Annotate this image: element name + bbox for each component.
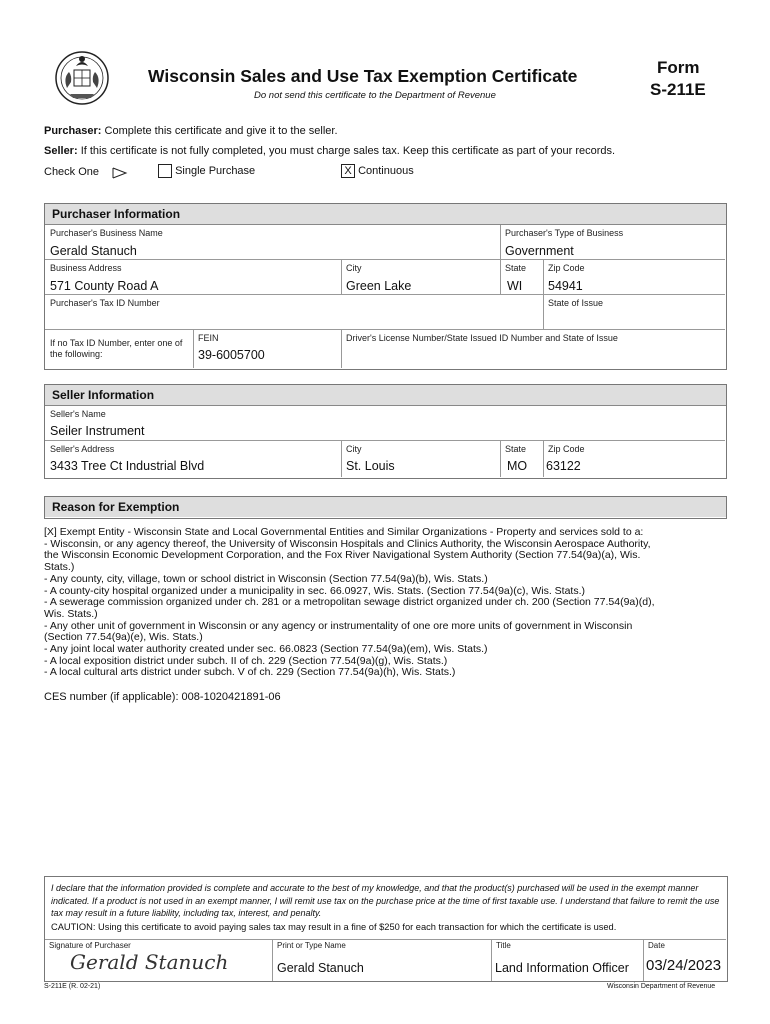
- drivers-license-label: Driver's License Number/State Issued ID Number and State of Issue: [346, 333, 618, 343]
- business-type-label: Purchaser's Type of Business: [505, 228, 624, 238]
- business-name-field[interactable]: Gerald Stanuch: [50, 244, 137, 258]
- department-name: Wisconsin Department of Revenue: [607, 983, 716, 990]
- seller-name-label: Seller's Name: [50, 409, 106, 419]
- seller-instruction-text: If this certificate is not fully completed, you must charge sales tax. Keep this certificate as part of your records.: [80, 145, 616, 157]
- seller-city-label: City: [346, 444, 362, 454]
- form-revision: S-211E (R. 02-21): [44, 983, 101, 990]
- seller-state-field[interactable]: MO: [507, 459, 528, 473]
- seller-city-field[interactable]: St. Louis: [346, 459, 395, 473]
- seller-address-label: Seller's Address: [50, 444, 115, 454]
- date-label: Date: [648, 941, 665, 950]
- signature-field[interactable]: Gerald Stanuch: [70, 950, 229, 974]
- seller-instruction: [44, 145, 615, 157]
- single-purchase-option[interactable]: [158, 164, 255, 178]
- continuous-checkbox[interactable]: X: [341, 164, 355, 178]
- single-purchase-label: Single Purchase: [175, 164, 256, 177]
- continuous-option[interactable]: [341, 164, 414, 178]
- state-seal-icon: [52, 46, 112, 108]
- purchaser-state-field[interactable]: WI: [507, 279, 523, 293]
- ces-number: CES number (if applicable): 008-1020421891-06: [44, 691, 281, 703]
- reason-section-heading: Reason for Exemption: [45, 497, 726, 517]
- seller-state-label: State: [505, 444, 527, 454]
- seller-name-field[interactable]: Seiler Instrument: [50, 424, 145, 438]
- purchaser-zip-field[interactable]: 54941: [548, 279, 583, 293]
- title-label: Title: [496, 941, 511, 950]
- reason-line: - Any county, city, village, town or school district in Wisconsin (Section 77.54(9a)(b), Wis. Stats.): [44, 572, 488, 585]
- reason-line: - A sewerage commission organized under ch. 281 or a metropolitan sewage district organized under ch. 200 (Section 77.54(9a)(d),: [44, 596, 655, 609]
- fein-label: FEIN: [198, 333, 219, 343]
- reason-line: - A local cultural arts district under subch. V of ch. 229 (Section 77.54(9a)(h), Wis. Stats.): [44, 666, 456, 679]
- reason-line: - Wisconsin, or any agency thereof, the University of Wisconsin Hospitals and Clinics Authority, the Wisconsin Aerospace Authority,: [44, 537, 651, 550]
- business-name-label: Purchaser's Business Name: [50, 228, 163, 238]
- arrow-right-icon: [112, 166, 128, 184]
- state-of-issue-label: State of Issue: [548, 298, 604, 308]
- reason-line: the Wisconsin Economic Development Corporation, and the Fox River Navigational System Authority (Section 77.54(9a)(a), Wis.: [44, 549, 641, 562]
- fein-field[interactable]: 39-6005700: [198, 348, 265, 362]
- form-number: S-211E: [650, 80, 706, 99]
- reason-line: [X] Exempt Entity - Wisconsin State and Local Governmental Entities and Similar Organizations - Property and services sold to a:: [44, 526, 644, 538]
- purchaser-section-heading: Purchaser Information: [45, 204, 726, 225]
- reason-line: - A local exposition district under subch. II of ch. 229 (Section 77.54(9a)(g), Wis. Stats.): [44, 654, 448, 667]
- business-address-field[interactable]: 571 County Road A: [50, 279, 159, 293]
- reason-line: - Any other unit of government in Wisconsin or any agency or instrumentality of one ore more units of government in Wisconsin: [44, 619, 633, 632]
- caution-text: CAUTION: Using this certificate to avoid paying sales tax may result in a fine of $250 for each transaction for which the certificate is used.: [51, 921, 617, 932]
- print-name-field[interactable]: Gerald Stanuch: [277, 961, 364, 975]
- seller-zip-label: Zip Code: [548, 444, 585, 454]
- no-tax-id-label: If no Tax ID Number, enter one of the following:: [50, 338, 183, 359]
- date-field[interactable]: 03/24/2023: [646, 957, 722, 974]
- purchaser-city-label: City: [346, 263, 362, 273]
- single-purchase-checkbox[interactable]: [158, 164, 172, 178]
- purchaser-instruction: [44, 125, 338, 137]
- title-field[interactable]: Land Information Officer: [495, 961, 629, 975]
- business-address-label: Business Address: [50, 263, 122, 273]
- tax-id-label: Purchaser's Tax ID Number: [50, 298, 160, 308]
- check-one-label: Check One: [44, 166, 100, 178]
- form-subtitle: Do not send this certificate to the Department of Revenue: [254, 90, 496, 101]
- reason-line: Wis. Stats.): [44, 607, 98, 620]
- seller-section-heading: Seller Information: [45, 385, 726, 406]
- purchaser-instruction-label: Purchaser:: [44, 125, 102, 137]
- reason-line: (Section 77.54(9a)(e), Wis. Stats.): [44, 631, 203, 644]
- reason-line: - A county-city hospital organized under a municipality in sec. 66.0927, Wis. Stats. (Section 77.54(9a)(c), Wis. Stats.): [44, 584, 585, 597]
- business-type-field[interactable]: Government: [505, 244, 574, 258]
- seller-zip-field[interactable]: 63122: [546, 459, 581, 473]
- seller-address-field[interactable]: 3433 Tree Ct Industrial Blvd: [50, 459, 205, 473]
- purchaser-state-label: State: [505, 263, 527, 273]
- continuous-label: Continuous: [358, 164, 414, 177]
- form-label: Form: [657, 58, 700, 77]
- purchaser-city-field[interactable]: Green Lake: [346, 279, 412, 293]
- declaration-text: I declare that the information provided is complete and accurate to the best of my knowledge, and that the product(s) purchased will be used in the exempt manner indicated. If a product is not used in an exempt manner, I will remit use tax on the purchase price at the time of first taxable use. I understand that failure to remit the use tax may result in a future liability, including tax, interest, and penalty.: [51, 883, 720, 918]
- reason-line: - Any joint local water authority created under sec. 66.0823 (Section 77.54(9a)(em), Wis. Stats.): [44, 643, 488, 656]
- purchaser-zip-label: Zip Code: [548, 263, 585, 273]
- reason-line: Stats.): [44, 561, 75, 574]
- form-title: Wisconsin Sales and Use Tax Exemption Certificate: [148, 66, 578, 86]
- print-name-label: Print or Type Name: [277, 941, 346, 950]
- reason-section: [44, 496, 727, 519]
- seller-instruction-label: Seller:: [44, 145, 78, 157]
- reason-text: [44, 527, 724, 679]
- signature-label: Signature of Purchaser: [49, 941, 131, 950]
- purchaser-instruction-text: Complete this certificate and give it to the seller.: [104, 125, 338, 137]
